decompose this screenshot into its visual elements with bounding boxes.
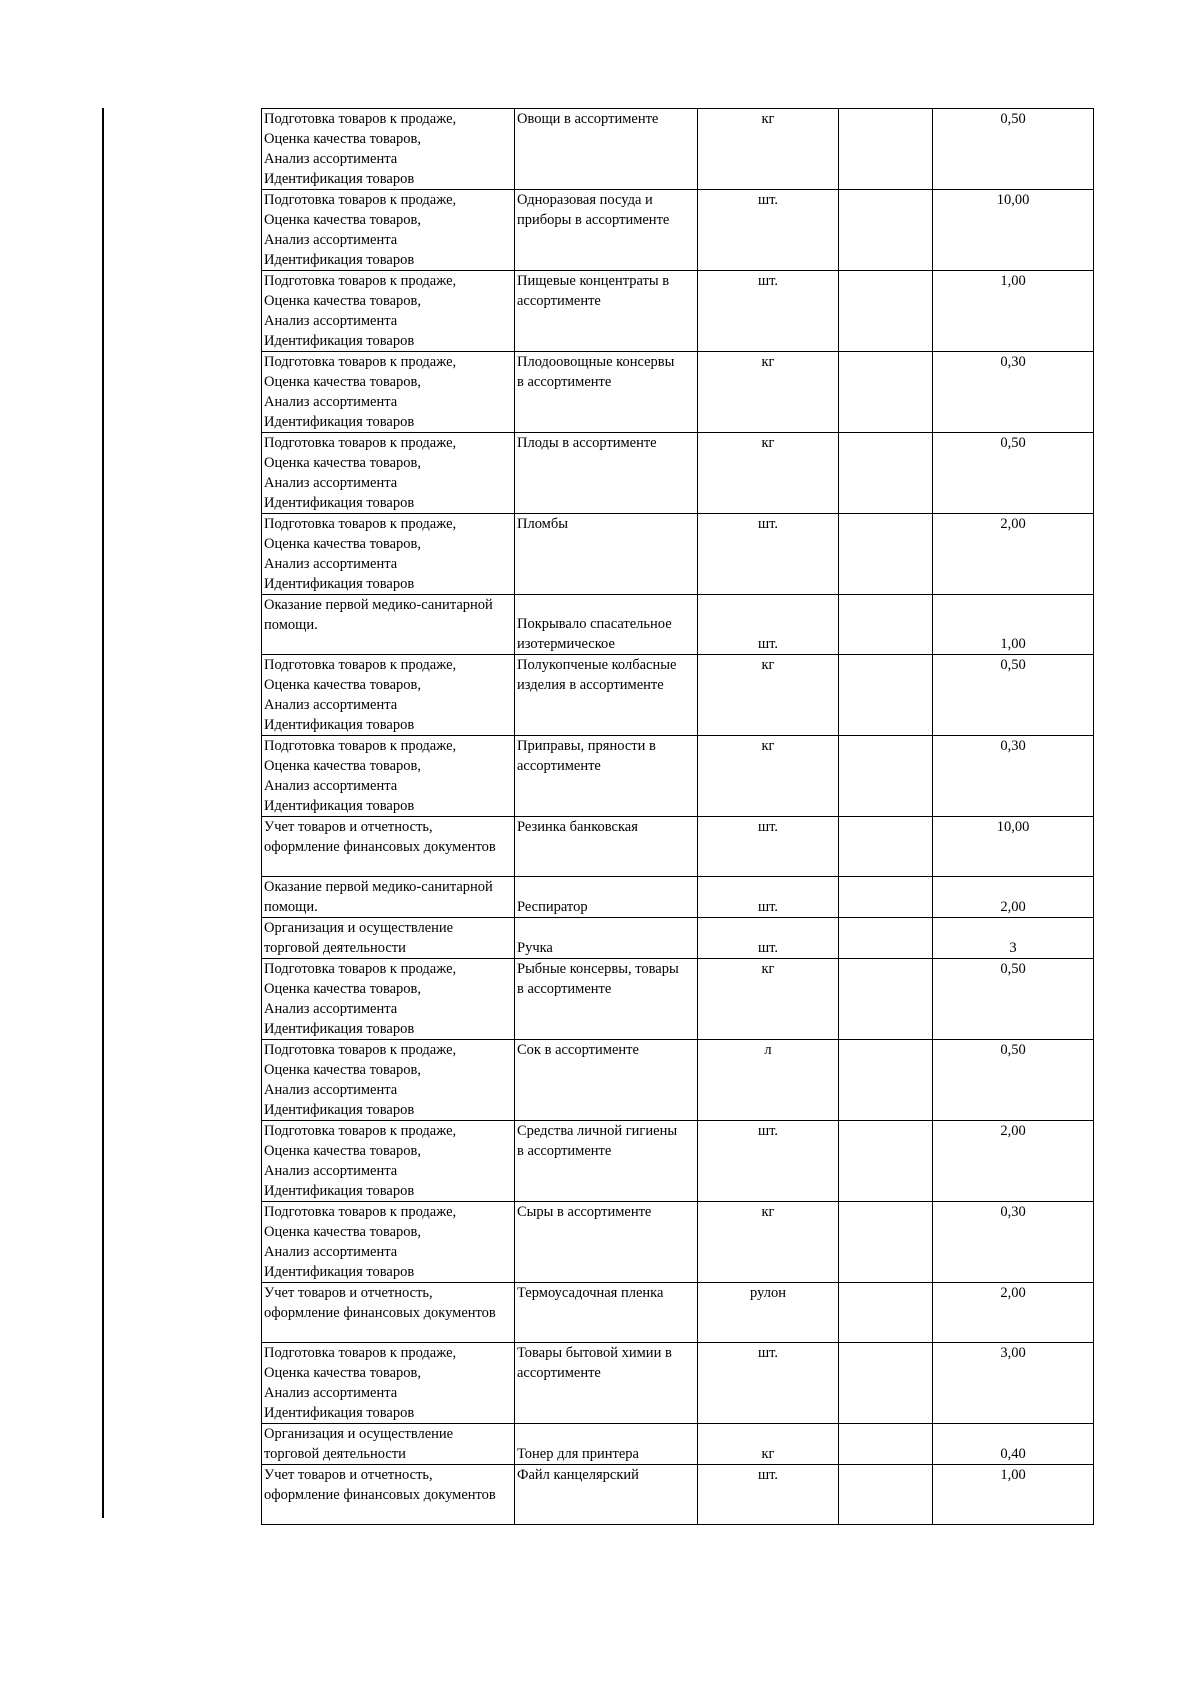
unit-cell: шт. xyxy=(698,817,839,877)
empty-cell xyxy=(839,877,933,918)
activity-cell: Подготовка товаров к продаже, Оценка качества товаров, Анализ ассортимента Идентификация товаров xyxy=(262,271,515,352)
table-row xyxy=(262,817,1094,877)
activity-cell: Организация и осуществление торговой деятельности xyxy=(262,918,515,959)
activity-cell: Оказание первой медико-санитарной помощи. xyxy=(262,877,515,918)
empty-cell xyxy=(839,817,933,877)
empty-cell xyxy=(839,271,933,352)
item-name-cell: Ручка xyxy=(515,918,698,959)
empty-cell xyxy=(839,1040,933,1121)
unit-cell: шт. xyxy=(698,1465,839,1525)
activity-cell: Подготовка товаров к продаже, Оценка качества товаров, Анализ ассортимента Идентификация товаров xyxy=(262,736,515,817)
activity-cell: Учет товаров и отчетность, оформление финансовых документов xyxy=(262,817,515,877)
empty-cell xyxy=(839,1283,933,1343)
table-row xyxy=(262,1121,1094,1202)
quantity-cell: 0,50 xyxy=(933,959,1094,1040)
unit-cell: кг xyxy=(698,352,839,433)
table-row xyxy=(262,190,1094,271)
quantity-cell: 2,00 xyxy=(933,1283,1094,1343)
item-name-cell: Рыбные консервы, товары в ассортименте xyxy=(515,959,698,1040)
item-name-cell: Пищевые концентраты в ассортименте xyxy=(515,271,698,352)
quantity-cell: 2,00 xyxy=(933,514,1094,595)
activity-cell: Оказание первой медико-санитарной помощи. xyxy=(262,595,515,655)
table-row xyxy=(262,514,1094,595)
unit-cell: кг xyxy=(698,959,839,1040)
unit-cell: шт. xyxy=(698,190,839,271)
empty-cell xyxy=(839,433,933,514)
activity-cell: Подготовка товаров к продаже, Оценка качества товаров, Анализ ассортимента Идентификация товаров xyxy=(262,433,515,514)
empty-cell xyxy=(839,352,933,433)
empty-cell xyxy=(839,736,933,817)
quantity-cell: 1,00 xyxy=(933,595,1094,655)
unit-cell: кг xyxy=(698,1424,839,1465)
unit-cell: кг xyxy=(698,655,839,736)
item-name-cell: Пломбы xyxy=(515,514,698,595)
table-row xyxy=(262,959,1094,1040)
item-name-cell: Сыры в ассортименте xyxy=(515,1202,698,1283)
quantity-cell: 1,00 xyxy=(933,271,1094,352)
empty-cell xyxy=(839,1202,933,1283)
table-row xyxy=(262,271,1094,352)
item-name-cell: Сок в ассортименте xyxy=(515,1040,698,1121)
table-row xyxy=(262,1465,1094,1525)
table-row xyxy=(262,736,1094,817)
item-name-cell: Приправы, пряности в ассортименте xyxy=(515,736,698,817)
unit-cell: шт. xyxy=(698,1343,839,1424)
unit-cell: шт. xyxy=(698,918,839,959)
empty-cell xyxy=(839,1424,933,1465)
table-row xyxy=(262,1424,1094,1465)
empty-cell xyxy=(839,595,933,655)
activity-cell: Организация и осуществление торговой деятельности xyxy=(262,1424,515,1465)
quantity-cell: 0,40 xyxy=(933,1424,1094,1465)
item-name-cell: Покрывало спасательное изотермическое xyxy=(515,595,698,655)
table-row xyxy=(262,352,1094,433)
table-row xyxy=(262,1202,1094,1283)
item-name-cell: Респиратор xyxy=(515,877,698,918)
activity-cell: Учет товаров и отчетность, оформление финансовых документов xyxy=(262,1283,515,1343)
item-name-cell: Средства личной гигиены в ассортименте xyxy=(515,1121,698,1202)
unit-cell: кг xyxy=(698,1202,839,1283)
unit-cell: шт. xyxy=(698,877,839,918)
item-name-cell: Файл канцелярский xyxy=(515,1465,698,1525)
quantity-cell: 0,30 xyxy=(933,1202,1094,1283)
item-name-cell: Тонер для принтера xyxy=(515,1424,698,1465)
unit-cell: кг xyxy=(698,736,839,817)
activity-cell: Подготовка товаров к продаже, Оценка качества товаров, Анализ ассортимента Идентификация товаров xyxy=(262,1343,515,1424)
quantity-cell: 0,30 xyxy=(933,736,1094,817)
quantity-cell: 0,50 xyxy=(933,1040,1094,1121)
activity-cell: Подготовка товаров к продаже, Оценка качества товаров, Анализ ассортимента Идентификация товаров xyxy=(262,655,515,736)
empty-cell xyxy=(839,109,933,190)
empty-cell xyxy=(839,655,933,736)
table-row xyxy=(262,877,1094,918)
item-name-cell: Одноразовая посуда и приборы в ассортименте xyxy=(515,190,698,271)
activity-cell: Подготовка товаров к продаже, Оценка качества товаров, Анализ ассортимента Идентификация товаров xyxy=(262,1202,515,1283)
table-body xyxy=(262,109,1094,1525)
quantity-cell: 2,00 xyxy=(933,877,1094,918)
item-name-cell: Товары бытовой химии в ассортименте xyxy=(515,1343,698,1424)
table-row xyxy=(262,655,1094,736)
quantity-cell: 1,00 xyxy=(933,1465,1094,1525)
table-row xyxy=(262,918,1094,959)
table-row xyxy=(262,1040,1094,1121)
empty-cell xyxy=(839,1465,933,1525)
item-name-cell: Плодоовощные консервы в ассортименте xyxy=(515,352,698,433)
unit-cell: шт. xyxy=(698,595,839,655)
item-name-cell: Термоусадочная пленка xyxy=(515,1283,698,1343)
unit-cell: кг xyxy=(698,109,839,190)
page-margin-line xyxy=(102,108,104,1518)
table-row xyxy=(262,595,1094,655)
activity-cell: Подготовка товаров к продаже, Оценка качества товаров, Анализ ассортимента Идентификация товаров xyxy=(262,514,515,595)
empty-cell xyxy=(839,1121,933,1202)
quantity-cell: 3,00 xyxy=(933,1343,1094,1424)
empty-cell xyxy=(839,514,933,595)
empty-cell xyxy=(839,959,933,1040)
table-row xyxy=(262,1343,1094,1424)
quantity-cell: 10,00 xyxy=(933,817,1094,877)
empty-cell xyxy=(839,190,933,271)
item-name-cell: Резинка банковская xyxy=(515,817,698,877)
unit-cell: шт. xyxy=(698,271,839,352)
unit-cell: кг xyxy=(698,433,839,514)
quantity-cell: 3 xyxy=(933,918,1094,959)
equipment-table xyxy=(261,108,1094,1525)
empty-cell xyxy=(839,918,933,959)
quantity-cell: 10,00 xyxy=(933,190,1094,271)
unit-cell: рулон xyxy=(698,1283,839,1343)
item-name-cell: Овощи в ассортименте xyxy=(515,109,698,190)
unit-cell: шт. xyxy=(698,1121,839,1202)
activity-cell: Подготовка товаров к продаже, Оценка качества товаров, Анализ ассортимента Идентификация товаров xyxy=(262,959,515,1040)
table-row xyxy=(262,1283,1094,1343)
activity-cell: Подготовка товаров к продаже, Оценка качества товаров, Анализ ассортимента Идентификация товаров xyxy=(262,109,515,190)
activity-cell: Подготовка товаров к продаже, Оценка качества товаров, Анализ ассортимента Идентификация товаров xyxy=(262,190,515,271)
quantity-cell: 0,50 xyxy=(933,433,1094,514)
quantity-cell: 0,30 xyxy=(933,352,1094,433)
item-name-cell: Плоды в ассортименте xyxy=(515,433,698,514)
quantity-cell: 2,00 xyxy=(933,1121,1094,1202)
table-row xyxy=(262,433,1094,514)
quantity-cell: 0,50 xyxy=(933,655,1094,736)
item-name-cell: Полукопченые колбасные изделия в ассортименте xyxy=(515,655,698,736)
activity-cell: Учет товаров и отчетность, оформление финансовых документов xyxy=(262,1465,515,1525)
table-row xyxy=(262,109,1094,190)
empty-cell xyxy=(839,1343,933,1424)
activity-cell: Подготовка товаров к продаже, Оценка качества товаров, Анализ ассортимента Идентификация товаров xyxy=(262,352,515,433)
activity-cell: Подготовка товаров к продаже, Оценка качества товаров, Анализ ассортимента Идентификация товаров xyxy=(262,1040,515,1121)
activity-cell: Подготовка товаров к продаже, Оценка качества товаров, Анализ ассортимента Идентификация товаров xyxy=(262,1121,515,1202)
unit-cell: л xyxy=(698,1040,839,1121)
unit-cell: шт. xyxy=(698,514,839,595)
quantity-cell: 0,50 xyxy=(933,109,1094,190)
